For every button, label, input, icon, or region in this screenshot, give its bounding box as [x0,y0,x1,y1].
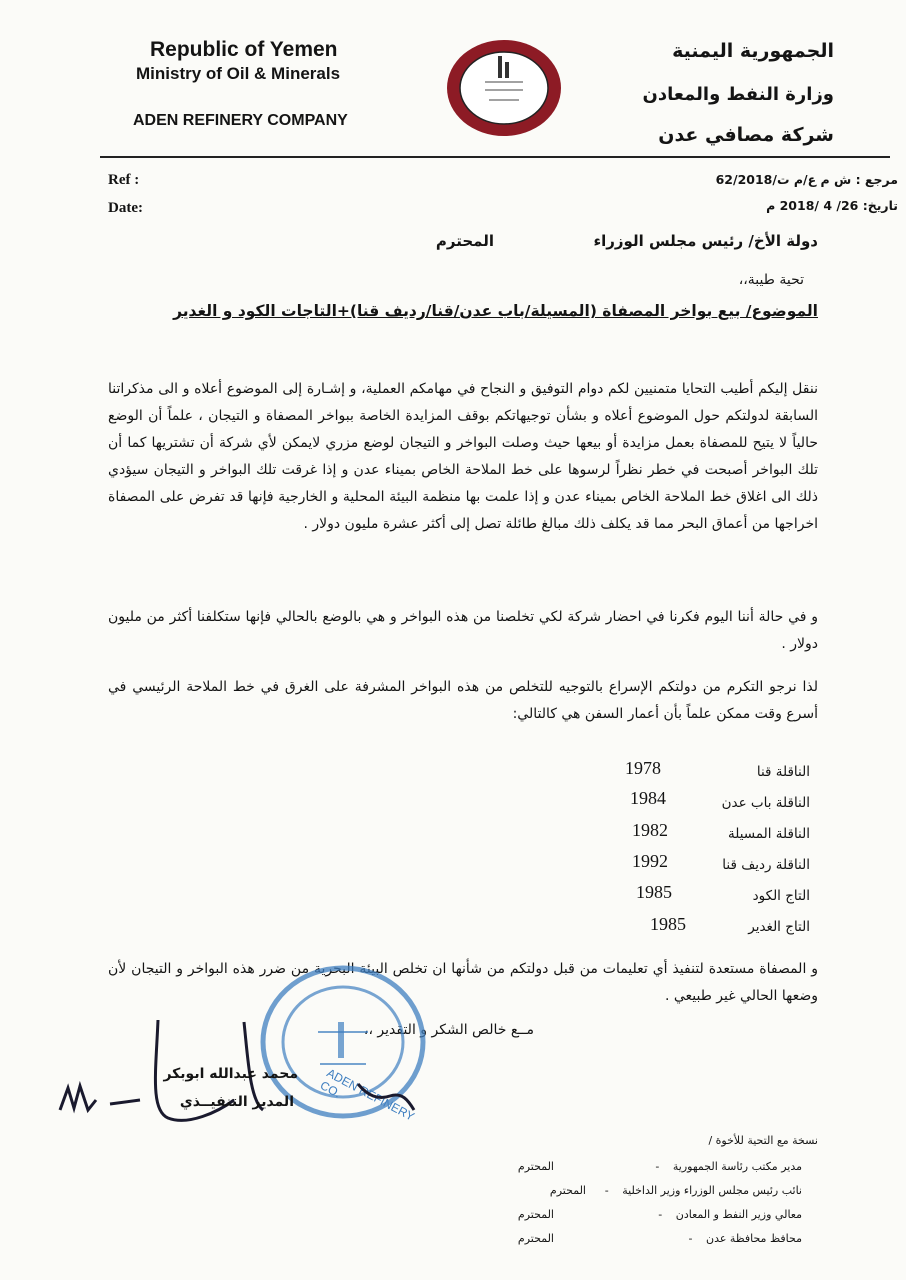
english-country-title: Republic of Yemen [150,38,338,61]
cc-item-honorific: المحترم [549,1184,586,1197]
list-item: الناقلة رديف قنا [722,857,810,873]
list-item-year: 1985 [650,914,686,934]
cc-item-honorific: المحترم [517,1208,554,1221]
arabic-ministry-title: وزارة النفط والمعادن [642,84,834,105]
cc-item-honorific: المحترم [517,1232,554,1245]
signer-name: محمد عبدالله ابوبكر [163,1066,298,1082]
body-paragraph-3: لذا نرجو التكرم من دولتكم الإسراع بالتوجيه للتخلص من هذه البواخر المشرفة على الغرق في خط الملاحة الرئيسي في أسرع وقت ممكن علماً بأن أعمار السفن هي كالتالي: [108,679,818,722]
subject-line: الموضوع/ بيع بواخر المصفاة (المسيلة/باب عدن/قنا/رديف قنا)+التاجات الكود و الغدير [173,302,818,320]
header-divider [100,156,890,158]
arabic-reference: مرجع : ش م ع/م ت/62/2018 [715,172,898,187]
ref-label: Ref : [108,172,140,188]
english-ministry-title: Ministry of Oil & Minerals [136,64,341,83]
list-item: التاج الغدير [748,919,810,935]
arabic-company-name: شركة مصافي عدن [658,124,834,146]
cc-item [658,1208,802,1221]
greeting: تحية طيبة،، [738,272,804,288]
list-item-year: 1985 [636,882,672,902]
body-paragraph-4: و المصفاة مستعدة لتنفيذ أي تعليمات من قبل دولتكم من شأنها ان تخلص البيئة البحرية من ضرر هذه البواخر و التيجان لأن وضعها الحالي غير طبيعي . [108,961,818,1004]
arabic-country-title: الجمهورية اليمنية [672,40,834,62]
stamp-text: ADEN REFINERY CO. [317,1065,417,1124]
list-item-year: 1984 [630,788,666,808]
list-item-year: 1982 [632,820,668,840]
cc-item [689,1232,802,1245]
closing-line: مــع خالص الشكر و التقدير ،، [363,1022,534,1038]
body-paragraph-2: و في حالة أننا اليوم فكرنا في احضار شركة لكي تخلصنا من هذه البواخر و هي بالوضع بالحالي فإنها ستكلفنا أكثر من مليون دولار . [108,609,818,652]
addressee-honorific: المحترم [435,232,494,250]
cc-item-name: معالي وزير النفط و المعادن [675,1208,802,1221]
addressee: دولة الأخ/ رئيس مجلس الوزراء [593,232,818,250]
list-item: التاج الكود [752,888,810,904]
date-label: Date: [108,200,143,216]
cc-item [605,1184,802,1197]
cc-item-name: مدير مكتب رئاسة الجمهورية [672,1160,802,1173]
cc-item-dash: - [655,1160,660,1173]
cc-item-name: نائب رئيس مجلس الوزراء وزير الداخلية [622,1184,802,1197]
signer-title: المدير التنفيــذي [179,1094,294,1110]
handwritten-signature [58,1000,458,1130]
arabic-date: تاريخ: 26/ 4 /2018 م [766,198,898,213]
list-item: الناقلة قنا [756,764,810,780]
company-logo [445,38,563,138]
list-item: الناقلة باب عدن [721,795,810,811]
cc-item-name: محافظ محافظة عدن [706,1232,802,1245]
ship-age-list [560,758,810,948]
cc-item [655,1160,802,1173]
cc-item-dash: - [604,1184,609,1197]
cc-item-dash: - [658,1208,663,1221]
list-item: الناقلة المسيلة [728,826,810,842]
cc-item-dash: - [688,1232,693,1245]
body-paragraph-1: ننقل إليكم أطيب التحايا متمنيين لكم دوام التوفيق و النجاح في مهامكم العملية، و إشـارة إلى الموضوع أعلاه و الى مذكراتنا السابقة لدولتكم حول الموضوع أعلاه و بشأن توجيهاتكم بوقف المزايدة الخاصة ببواخر المصفاة و التيجان ، علماً أن الوضع حالياً لا يتيح للمصفاة بعمل مزايدة أو بيعها حيث وصلت البواخر و التيجان لوضع مزري لايمكن لأي شركة أن تشتريها كما أن تلك البواخر أصبحت في خطر نظراً لرسوها على خط الملاحة الخاص بميناء عدن و إذا غرقت تلك البواخر و التيجان سيؤدي ذلك الى اغلاق خط الملاحة الخاص بميناء عدن و إذا علمت بها منظمة البيئة المحلية و الخارجية فإنها قد تفرض على المصفاة اخراجها من أعماق البحر مما قد يكلف ذلك مبالغ طائلة تصل إلى أكثر عشرة مليون دولار . [108,381,818,532]
cc-title: نسخة مع التحية للأخوة / [708,1134,818,1147]
list-item-year: 1992 [632,851,668,871]
english-company-name: ADEN REFINERY COMPANY [133,112,348,129]
list-item-year: 1978 [625,758,661,778]
cc-item-honorific: المحترم [517,1160,554,1173]
